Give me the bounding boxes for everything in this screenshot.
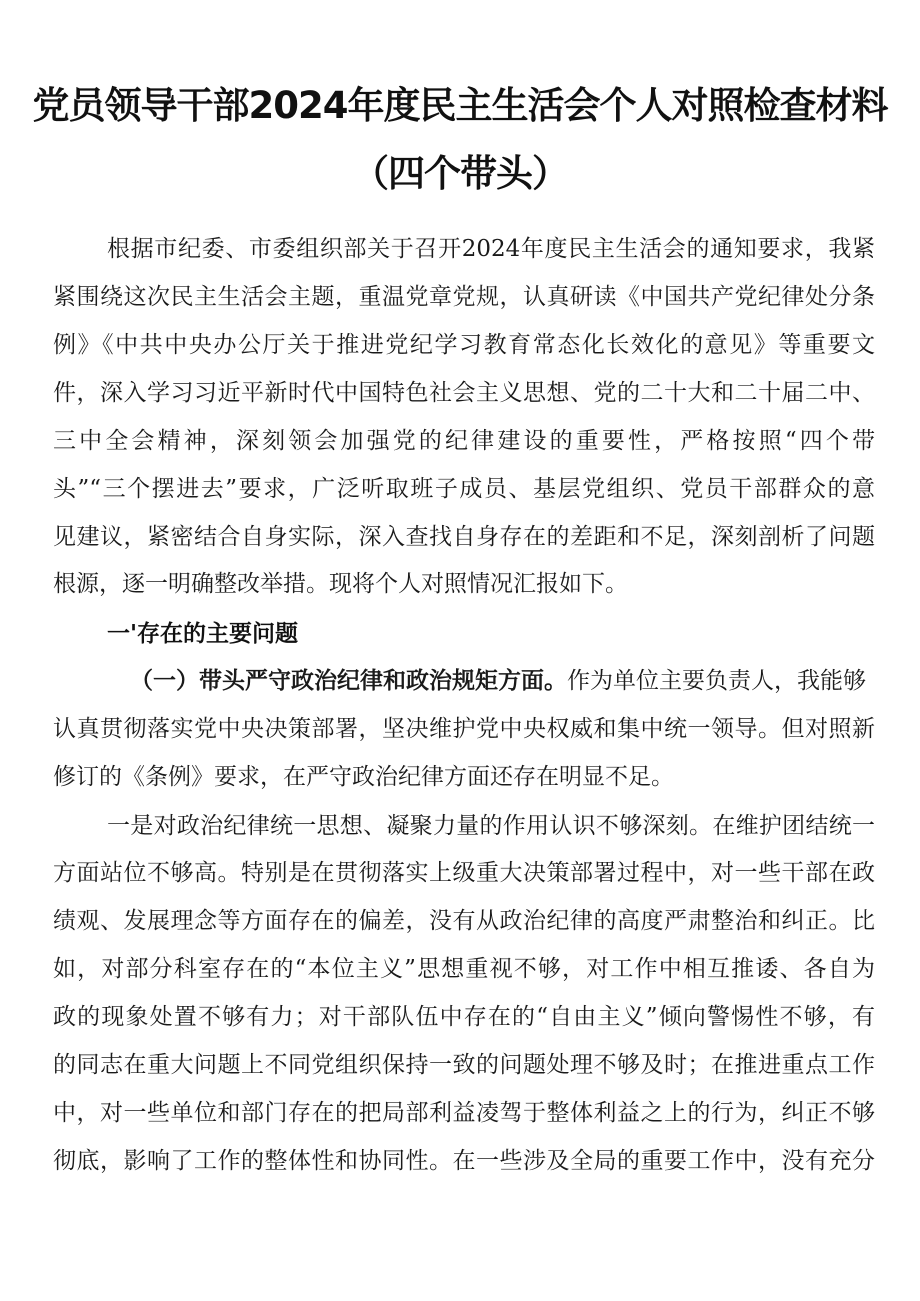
intro-line: 紧围绕这次民主生活会主题，重温党章党规，认真研读《中国共产党纪律处分条 [53, 284, 875, 310]
point-line: 彻底，影响了工作的整体性和协同性。在一些涉及全局的重要工作中，没有充分 [53, 1148, 875, 1174]
point-line: 如，对部分科室存在的“本位主义”思想重视不够，对工作中相互推诿、各自为 [53, 956, 875, 982]
subsection-text: 作为单位主要负责人，我能够 [567, 668, 866, 694]
intro-line: 根源，逐一明确整改举措。现将个人对照情况汇报如下。 [53, 571, 628, 597]
section-heading: 一'存在的主要问题 [107, 620, 299, 647]
subsection-line: 认真贯彻落实党中央决策部署，坚决维护党中央权威和集中统一领导。但对照新 [53, 716, 875, 742]
intro-line: 件，深入学习习近平新时代中国特色社会主义思想、党的二十大和二十届二中、 [53, 380, 875, 406]
point-line: 方面站位不够高。特别是在贯彻落实上级重大决策部署过程中，对一些干部在政 [53, 860, 875, 886]
point-line: 绩观、发展理念等方面存在的偏差，没有从政治纪律的高度严肃整治和纠正。比 [53, 908, 875, 934]
point-line: 政的现象处置不够有力；对干部队伍中存在的“自由主义”倾向警惕性不够，有 [53, 1004, 875, 1030]
document-title: 党员领导干部2024年度民主生活会个人对照检查材料 [32, 84, 888, 127]
point-line: 一是对政治纪律统一思想、凝聚力量的作用认识不够深刻。在维护团结统一 [107, 813, 875, 839]
subsection-heading: （一）带头严守政治纪律和政治规矩方面。 [130, 668, 567, 694]
intro-line: 三中全会精神，深刻领会加强党的纪律建设的重要性，严格按照“四个带 [53, 428, 875, 454]
point-line: 中，对一些单位和部门存在的把局部利益凌驾于整体利益之上的行为，纠正不够 [53, 1100, 875, 1126]
intro-line: 根据市纪委、市委组织部关于召开2024年度民主生活会的通知要求，我紧 [107, 236, 875, 262]
intro-line: 例》《中共中央办公厅关于推进党纪学习教育常态化长效化的意见》等重要文 [53, 332, 875, 358]
intro-line: 头”“三个摆进去”要求，广泛听取班子成员、基层党组织、党员干部群众的意 [53, 476, 875, 502]
subsection-line: 修订的《条例》要求，在严守政治纪律方面还存在明显不足。 [53, 764, 674, 790]
subsection-first-line [130, 664, 875, 698]
point-line: 的同志在重大问题上不同党组织保持一致的问题处理不够及时；在推进重点工作 [53, 1052, 875, 1078]
document-subtitle: （四个带头） [352, 152, 568, 195]
intro-line: 见建议，紧密结合自身实际，深入查找自身存在的差距和不足，深刻剖析了问题 [53, 524, 875, 550]
